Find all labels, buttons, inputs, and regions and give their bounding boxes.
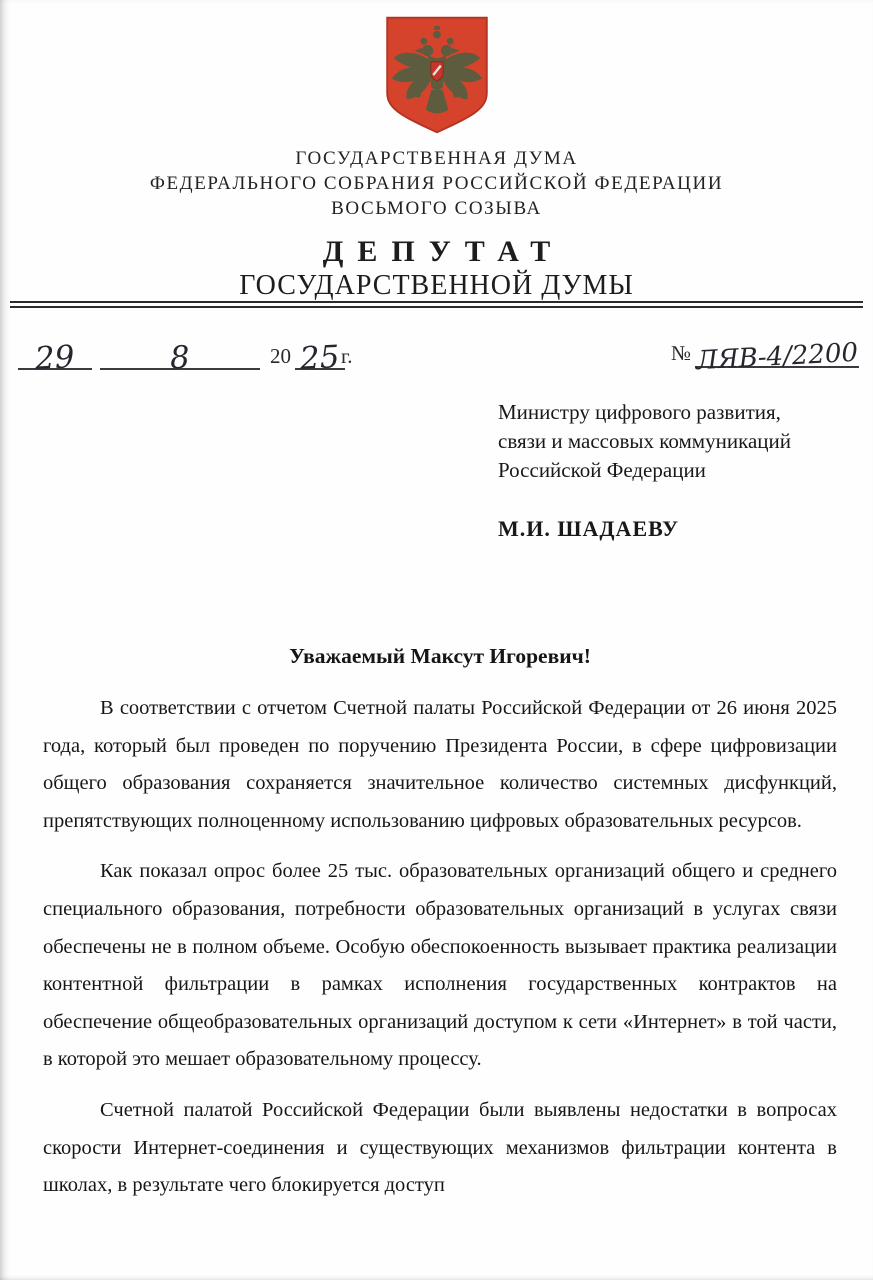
org-name-line1: ГОСУДАРСТВЕННАЯ ДУМА <box>295 148 578 169</box>
addressee-block <box>498 398 848 543</box>
number-blank <box>695 337 859 377</box>
date-year-blank <box>295 338 345 378</box>
org-name-line3: ВОСЬМОГО СОЗЫВА <box>331 198 542 219</box>
outgoing-number-field <box>670 337 859 377</box>
handwritten-month: 8 <box>169 339 191 377</box>
printed-year-suffix: г. <box>341 344 353 368</box>
double-rule-divider <box>10 301 863 308</box>
handwritten-year: 25 <box>299 338 341 378</box>
date-day-blank <box>18 338 92 378</box>
salutation: Уважаемый Максут Игоревич! <box>289 644 591 668</box>
number-sign-label: № <box>670 341 691 365</box>
addressee-line: связи и массовых коммуникаций <box>498 429 791 453</box>
addressee-line: Министру цифрового развития, <box>498 400 781 424</box>
date-month-blank <box>100 339 260 377</box>
handwritten-day: 29 <box>34 338 76 378</box>
russian-coat-of-arms-icon <box>378 13 496 142</box>
org-name-line2: ФЕДЕРАЛЬНОГО СОБРАНИЯ РОССИЙСКОЙ ФЕДЕРАЦИИ <box>149 173 724 194</box>
letter-body <box>43 690 837 1218</box>
date-number-row <box>0 318 873 378</box>
handwritten-number: ЛЯВ-4/2200 <box>695 337 859 377</box>
deputy-title: ДЕПУТАТ <box>322 235 565 268</box>
addressee-line: Российской Федерации <box>498 458 706 482</box>
addressee-name: М.И. ШАДАЕВУ <box>498 516 680 541</box>
date-fields <box>18 338 353 378</box>
body-paragraph-2: Как показал опрос более 25 тыс. образовательных организаций общего и среднего специального образования, потребности образовательных организаций в услугах связи обеспечены не в полном объеме. Особую обеспокоенность вызывает практика реализации контентной фильтрации в рамках исполнения государственных контрактов на обеспечение общеобразовательных организаций доступом к сети «Интернет» в той части, в которой это мешает образовательному процессу. <box>43 860 837 1071</box>
printed-century: 20 <box>270 344 291 368</box>
body-paragraph-3: Счетной палатой Российской Федерации были выявлены недостатки в вопросах скорости Интернет-соединения и существующих механизмов фильтрации контента в школах, в результате чего блокируется доступ <box>43 1098 837 1197</box>
letterhead <box>0 146 873 302</box>
body-paragraph-1: В соответствии с отчетом Счетной палаты Российской Федерации от 26 июня 2025 года, который был проведен по поручению Президента России, в сфере цифровизации общего образования сохраняется значительное количество системных дисфункций, препятствующих полноценному использованию цифровых образовательных ресурсов. <box>43 697 837 832</box>
duma-title: ГОСУДАРСТВЕННОЙ ДУМЫ <box>239 270 634 301</box>
